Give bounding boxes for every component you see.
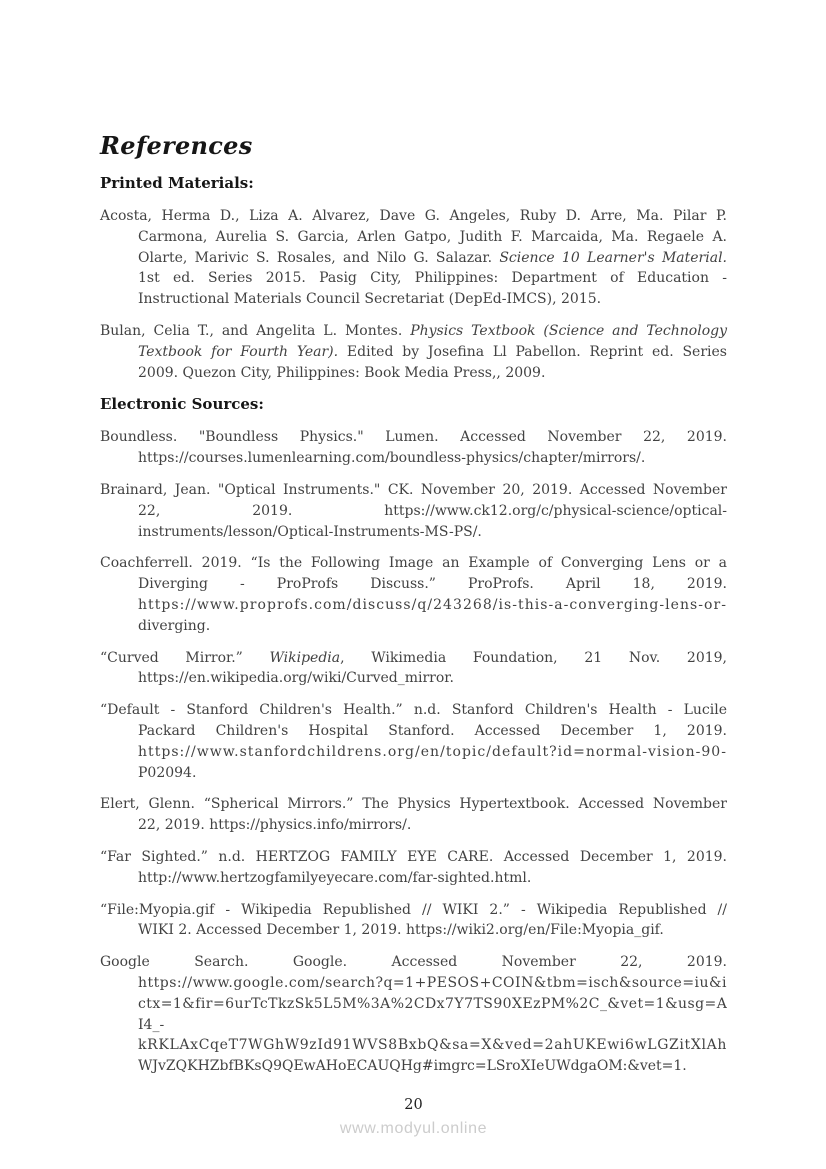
reference-line	[100, 763, 727, 784]
reference-line	[100, 574, 727, 595]
reference-line	[100, 952, 727, 973]
reference-line	[100, 1015, 727, 1036]
page-title: References	[100, 131, 253, 160]
reference-text: 2009. Quezon City, Philippines: Book Media Press,, 2009.	[138, 364, 546, 381]
reference-entry	[100, 952, 727, 1077]
reference-text: Coachferrell. 2019. “Is the Following Image an Example of Converging Lens or a	[100, 555, 727, 572]
reference-text: Brainard, Jean. "Optical Instruments." CK. November 20, 2019. Accessed November	[100, 481, 727, 498]
reference-text: “File:Myopia.gif - Wikipedia Republished // WIKI 2.” - Wikipedia Republished //	[100, 901, 727, 918]
reference-text: kRKLAxCqeT7WGhW9zId91WVS8BxbQ&sa=X&ved=2ahUKEwi6wLGZitXlAh	[138, 1037, 727, 1054]
reference-text: “Curved Mirror.”	[100, 649, 270, 666]
reference-text: https://www.google.com/search?q=1+PESOS+COIN&tbm=isch&source=iu&i	[138, 974, 727, 991]
reference-line	[100, 227, 727, 248]
reference-text: https://www.proprofs.com/discuss/q/243268/is-this-a-converging-lens-or-	[138, 596, 727, 613]
reference-text: Google Search. Google. Accessed November 22, 2019.	[100, 954, 727, 971]
reference-text: https://www.stanfordchildrens.org/en/topic/default?id=normal-vision-90-	[138, 743, 727, 760]
references-list	[100, 176, 727, 1077]
section-heading: Printed Materials:	[100, 174, 254, 192]
reference-entry	[100, 700, 727, 783]
reference-text: instruments/lesson/Optical-Instruments-MS-PS/.	[138, 523, 482, 540]
reference-line	[100, 321, 727, 342]
reference-text: WJvZQKHZbfBKsQ9QEwAHoECAUQHg#imgrc=LSroXIeUWdgaOM:&vet=1.	[138, 1058, 687, 1075]
reference-line	[100, 1056, 727, 1077]
reference-text: Instructional Materials Council Secretariat (DepEd-IMCS), 2015.	[138, 291, 602, 308]
reference-entry	[100, 206, 727, 310]
reference-text: Packard Children's Hospital Stanford. Accessed December 1, 2019.	[138, 722, 727, 739]
reference-entry	[100, 900, 727, 942]
reference-text: 22, 2019. https://physics.info/mirrors/.	[138, 817, 412, 834]
reference-line	[100, 206, 727, 227]
reference-text: I4_-	[138, 1016, 165, 1033]
watermark: www.modyul.online	[339, 1119, 488, 1137]
reference-line	[100, 1035, 727, 1056]
reference-line	[100, 501, 727, 522]
reference-text: Boundless. "Boundless Physics." Lumen. Accessed November 22, 2019.	[100, 429, 727, 446]
section-heading: Electronic Sources:	[100, 395, 264, 414]
reference-text: Diverging - ProProfs Discuss.” ProProfs. April 18, 2019.	[138, 576, 727, 593]
reference-line	[100, 920, 727, 941]
reference-line	[100, 973, 727, 994]
reference-text: “Far Sighted.” n.d. HERTZOG FAMILY EYE CARE. Accessed December 1, 2019.	[100, 848, 727, 865]
reference-entry	[100, 321, 727, 383]
reference-line	[100, 595, 727, 616]
reference-text: Edited by Josefina Ll Pabellon. Reprint ed. Series	[338, 343, 727, 360]
reference-line	[100, 268, 727, 289]
reference-text-italic: Physics Textbook (Science and Technology	[410, 322, 728, 339]
reference-text: Acosta, Herma D., Liza A. Alvarez, Dave G. Angeles, Ruby D. Arre, Ma. Pilar P.	[100, 208, 727, 224]
reference-text: “Default - Stanford Children's Health.” n.d. Stanford Children's Health - Lucile	[100, 702, 727, 719]
reference-line	[100, 868, 727, 889]
reference-text: , Wikimedia Foundation, 21 Nov. 2019,	[340, 649, 727, 666]
reference-text-italic: Textbook for Fourth Year).	[138, 343, 339, 360]
reference-line	[100, 648, 727, 669]
reference-entry	[100, 427, 727, 469]
reference-entry	[100, 648, 727, 690]
reference-line	[100, 289, 727, 310]
reference-text: https://en.wikipedia.org/wiki/Curved_mirror.	[138, 670, 454, 687]
reference-line	[100, 700, 727, 721]
reference-entry	[100, 553, 727, 636]
reference-text: http://www.hertzogfamilyeyecare.com/far-sighted.html.	[138, 869, 532, 886]
reference-text: Carmona, Aurelia S. Garcia, Arlen Gatpo, Judith F. Marcaida, Ma. Regaele A.	[138, 228, 727, 245]
reference-text: Olarte, Marivic S. Rosales, and Nilo G. Salazar.	[138, 249, 500, 266]
reference-line	[100, 994, 727, 1015]
reference-line	[100, 815, 727, 836]
reference-entry	[100, 847, 727, 889]
reference-text: diverging.	[138, 617, 211, 634]
reference-text-italic: Science 10 Learner's Material.	[499, 249, 727, 266]
reference-text: Bulan, Celia T., and Angelita L. Montes.	[100, 322, 411, 339]
reference-line	[100, 427, 727, 448]
reference-line	[100, 616, 727, 637]
reference-text: Elert, Glenn. “Spherical Mirrors.” The Physics Hypertextbook. Accessed November	[100, 796, 727, 813]
reference-line	[100, 363, 727, 384]
reference-line	[100, 448, 727, 469]
page-number: 20	[404, 1096, 423, 1113]
reference-line	[100, 847, 727, 868]
reference-text: P02094.	[138, 764, 197, 781]
reference-entry	[100, 794, 727, 836]
reference-line	[100, 342, 727, 363]
reference-text: 22, 2019. https://www.ck12.org/c/physical-science/optical-	[138, 502, 727, 519]
reference-text: 1st ed. Series 2015. Pasig City, Philippines: Department of Education -	[138, 270, 727, 287]
reference-line	[100, 721, 727, 742]
reference-line	[100, 248, 727, 269]
reference-line	[100, 742, 727, 763]
reference-text: https://courses.lumenlearning.com/boundless-physics/chapter/mirrors/.	[138, 450, 646, 467]
reference-line	[100, 522, 727, 543]
reference-line	[100, 480, 727, 501]
reference-text: WIKI 2. Accessed December 1, 2019. https://wiki2.org/en/File:Myopia_gif.	[138, 922, 664, 939]
reference-line	[100, 553, 727, 574]
reference-line	[100, 900, 727, 921]
reference-text: ctx=1&fir=6urTcTkzSk5L5M%3A%2CDx7Y7TS90XEzPM%2C_&vet=1&usg=A	[138, 995, 728, 1012]
reference-text-italic: Wikipedia	[269, 649, 341, 666]
reference-line	[100, 794, 727, 815]
reference-entry	[100, 480, 727, 542]
reference-line	[100, 668, 727, 689]
